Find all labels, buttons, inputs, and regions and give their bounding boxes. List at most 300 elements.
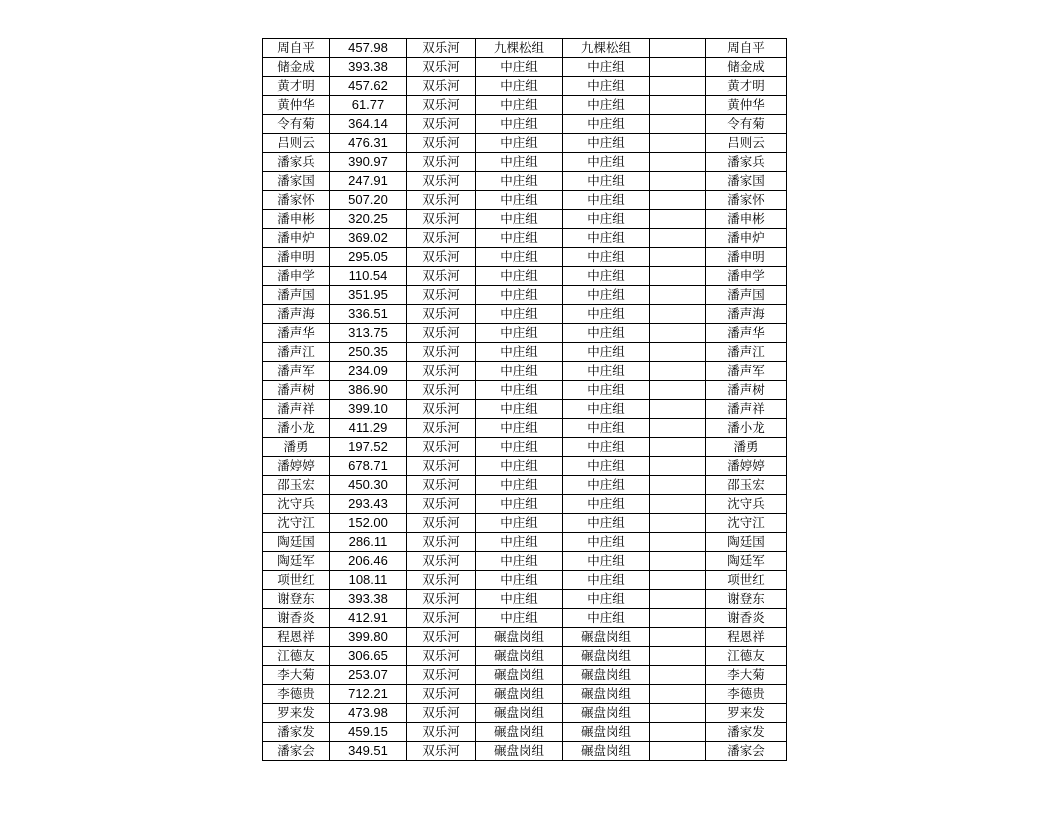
group-cell: 中庄组 <box>476 476 563 495</box>
blank-cell <box>650 191 706 210</box>
table-row <box>263 590 787 609</box>
area-cell: 412.91 <box>330 609 407 628</box>
village-cell: 双乐河 <box>407 647 476 666</box>
blank-cell <box>650 571 706 590</box>
table-row <box>263 742 787 761</box>
group-cell: 碾盘岗组 <box>476 723 563 742</box>
owner-cell: 程恩祥 <box>706 628 787 647</box>
group-cell: 中庄组 <box>476 552 563 571</box>
blank-cell <box>650 248 706 267</box>
table-row <box>263 704 787 723</box>
name-cell: 潘声祥 <box>263 400 330 419</box>
table-row <box>263 134 787 153</box>
name-cell: 潘勇 <box>263 438 330 457</box>
blank-cell <box>650 134 706 153</box>
name-cell: 潘婷婷 <box>263 457 330 476</box>
group-cell: 中庄组 <box>476 248 563 267</box>
group-cell: 中庄组 <box>476 115 563 134</box>
name-cell: 潘家怀 <box>263 191 330 210</box>
group2-cell: 中庄组 <box>563 305 650 324</box>
area-cell: 457.62 <box>330 77 407 96</box>
blank-cell <box>650 96 706 115</box>
group2-cell: 中庄组 <box>563 134 650 153</box>
blank-cell <box>650 400 706 419</box>
blank-cell <box>650 77 706 96</box>
owner-cell: 吕则云 <box>706 134 787 153</box>
owner-cell: 项世红 <box>706 571 787 590</box>
area-cell: 386.90 <box>330 381 407 400</box>
group2-cell: 中庄组 <box>563 476 650 495</box>
group-cell: 中庄组 <box>476 438 563 457</box>
group-cell: 碾盘岗组 <box>476 628 563 647</box>
area-cell: 393.38 <box>330 58 407 77</box>
table-row <box>263 286 787 305</box>
owner-cell: 谢香炎 <box>706 609 787 628</box>
name-cell: 潘申明 <box>263 248 330 267</box>
group-cell: 中庄组 <box>476 400 563 419</box>
blank-cell <box>650 685 706 704</box>
group2-cell: 碾盘岗组 <box>563 628 650 647</box>
name-cell: 潘家发 <box>263 723 330 742</box>
area-cell: 313.75 <box>330 324 407 343</box>
group2-cell: 中庄组 <box>563 77 650 96</box>
group2-cell: 中庄组 <box>563 58 650 77</box>
name-cell: 潘声海 <box>263 305 330 324</box>
blank-cell <box>650 666 706 685</box>
group2-cell: 中庄组 <box>563 115 650 134</box>
group-cell: 中庄组 <box>476 419 563 438</box>
group2-cell: 中庄组 <box>563 362 650 381</box>
group-cell: 中庄组 <box>476 172 563 191</box>
table-row <box>263 191 787 210</box>
group2-cell: 中庄组 <box>563 438 650 457</box>
name-cell: 潘申学 <box>263 267 330 286</box>
blank-cell <box>650 514 706 533</box>
blank-cell <box>650 153 706 172</box>
group2-cell: 中庄组 <box>563 533 650 552</box>
owner-cell: 邵玉宏 <box>706 476 787 495</box>
table-row <box>263 77 787 96</box>
owner-cell: 潘家怀 <box>706 191 787 210</box>
owner-cell: 潘声江 <box>706 343 787 362</box>
name-cell: 江德友 <box>263 647 330 666</box>
group-cell: 中庄组 <box>476 267 563 286</box>
area-cell: 507.20 <box>330 191 407 210</box>
owner-cell: 潘声树 <box>706 381 787 400</box>
area-cell: 678.71 <box>330 457 407 476</box>
owner-cell: 令有菊 <box>706 115 787 134</box>
owner-cell: 沈守江 <box>706 514 787 533</box>
group2-cell: 中庄组 <box>563 400 650 419</box>
group-cell: 碾盘岗组 <box>476 647 563 666</box>
group2-cell: 中庄组 <box>563 343 650 362</box>
village-cell: 双乐河 <box>407 571 476 590</box>
table-row <box>263 96 787 115</box>
name-cell: 潘家兵 <box>263 153 330 172</box>
table-row <box>263 153 787 172</box>
name-cell: 潘声江 <box>263 343 330 362</box>
group2-cell: 中庄组 <box>563 153 650 172</box>
blank-cell <box>650 704 706 723</box>
owner-cell: 李德贵 <box>706 685 787 704</box>
village-cell: 双乐河 <box>407 210 476 229</box>
name-cell: 程恩祥 <box>263 628 330 647</box>
table-row <box>263 58 787 77</box>
group2-cell: 中庄组 <box>563 210 650 229</box>
owner-cell: 陶廷军 <box>706 552 787 571</box>
name-cell: 潘小龙 <box>263 419 330 438</box>
village-cell: 双乐河 <box>407 248 476 267</box>
area-cell: 253.07 <box>330 666 407 685</box>
group-cell: 碾盘岗组 <box>476 704 563 723</box>
area-cell: 476.31 <box>330 134 407 153</box>
village-cell: 双乐河 <box>407 742 476 761</box>
table-row <box>263 476 787 495</box>
village-cell: 双乐河 <box>407 590 476 609</box>
group-cell: 中庄组 <box>476 191 563 210</box>
village-cell: 双乐河 <box>407 305 476 324</box>
village-cell: 双乐河 <box>407 704 476 723</box>
village-cell: 双乐河 <box>407 609 476 628</box>
blank-cell <box>650 476 706 495</box>
name-cell: 潘声树 <box>263 381 330 400</box>
owner-cell: 潘家兵 <box>706 153 787 172</box>
group-cell: 中庄组 <box>476 229 563 248</box>
name-cell: 陶廷军 <box>263 552 330 571</box>
group2-cell: 中庄组 <box>563 381 650 400</box>
blank-cell <box>650 438 706 457</box>
group2-cell: 中庄组 <box>563 286 650 305</box>
group-cell: 中庄组 <box>476 533 563 552</box>
village-cell: 双乐河 <box>407 362 476 381</box>
table-row <box>263 324 787 343</box>
group-cell: 九棵松组 <box>476 39 563 58</box>
area-cell: 351.95 <box>330 286 407 305</box>
table-row <box>263 381 787 400</box>
village-cell: 双乐河 <box>407 172 476 191</box>
owner-cell: 黄仲华 <box>706 96 787 115</box>
area-cell: 61.77 <box>330 96 407 115</box>
group-cell: 中庄组 <box>476 324 563 343</box>
group-cell: 碾盘岗组 <box>476 685 563 704</box>
area-cell: 108.11 <box>330 571 407 590</box>
group-cell: 中庄组 <box>476 590 563 609</box>
owner-cell: 潘声军 <box>706 362 787 381</box>
owner-cell: 潘小龙 <box>706 419 787 438</box>
village-cell: 双乐河 <box>407 723 476 742</box>
name-cell: 沈守兵 <box>263 495 330 514</box>
name-cell: 吕则云 <box>263 134 330 153</box>
village-cell: 双乐河 <box>407 286 476 305</box>
name-cell: 令有菊 <box>263 115 330 134</box>
group2-cell: 中庄组 <box>563 457 650 476</box>
group2-cell: 中庄组 <box>563 514 650 533</box>
table-row <box>263 723 787 742</box>
group-cell: 中庄组 <box>476 77 563 96</box>
group-cell: 中庄组 <box>476 134 563 153</box>
group-cell: 中庄组 <box>476 381 563 400</box>
table-body <box>263 39 787 761</box>
area-cell: 336.51 <box>330 305 407 324</box>
area-cell: 364.14 <box>330 115 407 134</box>
table-row <box>263 571 787 590</box>
owner-cell: 储金成 <box>706 58 787 77</box>
group-cell: 中庄组 <box>476 457 563 476</box>
village-cell: 双乐河 <box>407 476 476 495</box>
blank-cell <box>650 305 706 324</box>
name-cell: 黄才明 <box>263 77 330 96</box>
village-cell: 双乐河 <box>407 134 476 153</box>
group-cell: 碾盘岗组 <box>476 666 563 685</box>
blank-cell <box>650 495 706 514</box>
table-row <box>263 400 787 419</box>
owner-cell: 沈守兵 <box>706 495 787 514</box>
group2-cell: 中庄组 <box>563 495 650 514</box>
group-cell: 中庄组 <box>476 514 563 533</box>
table-row <box>263 609 787 628</box>
group2-cell: 碾盘岗组 <box>563 742 650 761</box>
area-cell: 393.38 <box>330 590 407 609</box>
name-cell: 潘申炉 <box>263 229 330 248</box>
area-cell: 712.21 <box>330 685 407 704</box>
village-cell: 双乐河 <box>407 552 476 571</box>
village-cell: 双乐河 <box>407 58 476 77</box>
village-cell: 双乐河 <box>407 115 476 134</box>
group2-cell: 碾盘岗组 <box>563 647 650 666</box>
group-cell: 中庄组 <box>476 362 563 381</box>
village-cell: 双乐河 <box>407 267 476 286</box>
group-cell: 中庄组 <box>476 153 563 172</box>
village-cell: 双乐河 <box>407 77 476 96</box>
area-cell: 459.15 <box>330 723 407 742</box>
village-cell: 双乐河 <box>407 419 476 438</box>
village-cell: 双乐河 <box>407 229 476 248</box>
group2-cell: 碾盘岗组 <box>563 666 650 685</box>
owner-cell: 周自平 <box>706 39 787 58</box>
table-row <box>263 438 787 457</box>
group2-cell: 九棵松组 <box>563 39 650 58</box>
area-cell: 450.30 <box>330 476 407 495</box>
table-row <box>263 533 787 552</box>
table-row <box>263 267 787 286</box>
owner-cell: 谢登东 <box>706 590 787 609</box>
village-cell: 双乐河 <box>407 533 476 552</box>
area-cell: 399.10 <box>330 400 407 419</box>
village-cell: 双乐河 <box>407 324 476 343</box>
owner-cell: 江德友 <box>706 647 787 666</box>
blank-cell <box>650 647 706 666</box>
group-cell: 中庄组 <box>476 343 563 362</box>
area-cell: 473.98 <box>330 704 407 723</box>
owner-cell: 潘家国 <box>706 172 787 191</box>
owner-cell: 罗来发 <box>706 704 787 723</box>
area-cell: 286.11 <box>330 533 407 552</box>
name-cell: 李大菊 <box>263 666 330 685</box>
group2-cell: 中庄组 <box>563 324 650 343</box>
group2-cell: 碾盘岗组 <box>563 685 650 704</box>
owner-cell: 潘勇 <box>706 438 787 457</box>
village-cell: 双乐河 <box>407 457 476 476</box>
area-cell: 369.02 <box>330 229 407 248</box>
table-row <box>263 647 787 666</box>
name-cell: 潘声国 <box>263 286 330 305</box>
village-cell: 双乐河 <box>407 438 476 457</box>
group2-cell: 碾盘岗组 <box>563 704 650 723</box>
blank-cell <box>650 590 706 609</box>
table-row <box>263 419 787 438</box>
name-cell: 黄仲华 <box>263 96 330 115</box>
area-cell: 390.97 <box>330 153 407 172</box>
village-cell: 双乐河 <box>407 191 476 210</box>
table-row <box>263 362 787 381</box>
owner-cell: 潘申明 <box>706 248 787 267</box>
area-cell: 110.54 <box>330 267 407 286</box>
blank-cell <box>650 115 706 134</box>
name-cell: 潘申彬 <box>263 210 330 229</box>
name-cell: 陶廷国 <box>263 533 330 552</box>
area-cell: 152.00 <box>330 514 407 533</box>
area-cell: 295.05 <box>330 248 407 267</box>
group2-cell: 中庄组 <box>563 96 650 115</box>
table-row <box>263 552 787 571</box>
village-cell: 双乐河 <box>407 495 476 514</box>
village-cell: 双乐河 <box>407 400 476 419</box>
group-cell: 碾盘岗组 <box>476 742 563 761</box>
table-row <box>263 248 787 267</box>
blank-cell <box>650 172 706 191</box>
blank-cell <box>650 628 706 647</box>
village-cell: 双乐河 <box>407 96 476 115</box>
table-row <box>263 628 787 647</box>
name-cell: 周自平 <box>263 39 330 58</box>
table-row <box>263 666 787 685</box>
blank-cell <box>650 742 706 761</box>
blank-cell <box>650 419 706 438</box>
owner-cell: 潘申炉 <box>706 229 787 248</box>
blank-cell <box>650 267 706 286</box>
name-cell: 项世红 <box>263 571 330 590</box>
table-row <box>263 229 787 248</box>
blank-cell <box>650 210 706 229</box>
name-cell: 储金成 <box>263 58 330 77</box>
area-cell: 349.51 <box>330 742 407 761</box>
owner-cell: 潘声国 <box>706 286 787 305</box>
owner-cell: 潘婷婷 <box>706 457 787 476</box>
village-cell: 双乐河 <box>407 153 476 172</box>
table-row <box>263 210 787 229</box>
area-cell: 293.43 <box>330 495 407 514</box>
area-cell: 411.29 <box>330 419 407 438</box>
area-cell: 457.98 <box>330 39 407 58</box>
group2-cell: 中庄组 <box>563 571 650 590</box>
blank-cell <box>650 39 706 58</box>
table-row <box>263 514 787 533</box>
owner-cell: 潘声华 <box>706 324 787 343</box>
name-cell: 李德贵 <box>263 685 330 704</box>
group2-cell: 中庄组 <box>563 419 650 438</box>
group2-cell: 中庄组 <box>563 172 650 191</box>
group2-cell: 碾盘岗组 <box>563 723 650 742</box>
blank-cell <box>650 533 706 552</box>
village-cell: 双乐河 <box>407 628 476 647</box>
group-cell: 中庄组 <box>476 495 563 514</box>
area-cell: 197.52 <box>330 438 407 457</box>
village-cell: 双乐河 <box>407 666 476 685</box>
name-cell: 潘声军 <box>263 362 330 381</box>
owner-cell: 潘家会 <box>706 742 787 761</box>
group-cell: 中庄组 <box>476 96 563 115</box>
table-row <box>263 495 787 514</box>
area-cell: 399.80 <box>330 628 407 647</box>
group2-cell: 中庄组 <box>563 590 650 609</box>
area-cell: 306.65 <box>330 647 407 666</box>
owner-cell: 陶廷国 <box>706 533 787 552</box>
group-cell: 中庄组 <box>476 305 563 324</box>
area-cell: 206.46 <box>330 552 407 571</box>
blank-cell <box>650 457 706 476</box>
table-row <box>263 39 787 58</box>
group2-cell: 中庄组 <box>563 267 650 286</box>
owner-cell: 潘申彬 <box>706 210 787 229</box>
owner-cell: 潘家发 <box>706 723 787 742</box>
name-cell: 沈守江 <box>263 514 330 533</box>
table-row <box>263 305 787 324</box>
village-cell: 双乐河 <box>407 39 476 58</box>
group2-cell: 中庄组 <box>563 248 650 267</box>
owner-cell: 潘申学 <box>706 267 787 286</box>
village-cell: 双乐河 <box>407 343 476 362</box>
group2-cell: 中庄组 <box>563 229 650 248</box>
blank-cell <box>650 229 706 248</box>
owner-cell: 潘声海 <box>706 305 787 324</box>
group-cell: 中庄组 <box>476 571 563 590</box>
blank-cell <box>650 58 706 77</box>
group-cell: 中庄组 <box>476 210 563 229</box>
group2-cell: 中庄组 <box>563 609 650 628</box>
name-cell: 谢香炎 <box>263 609 330 628</box>
blank-cell <box>650 609 706 628</box>
table-row <box>263 172 787 191</box>
area-cell: 234.09 <box>330 362 407 381</box>
owner-cell: 李大菊 <box>706 666 787 685</box>
blank-cell <box>650 343 706 362</box>
blank-cell <box>650 552 706 571</box>
name-cell: 潘家国 <box>263 172 330 191</box>
name-cell: 罗来发 <box>263 704 330 723</box>
data-table <box>262 38 787 761</box>
blank-cell <box>650 286 706 305</box>
group-cell: 中庄组 <box>476 58 563 77</box>
table-row <box>263 115 787 134</box>
group2-cell: 中庄组 <box>563 191 650 210</box>
blank-cell <box>650 362 706 381</box>
area-cell: 320.25 <box>330 210 407 229</box>
name-cell: 潘家会 <box>263 742 330 761</box>
blank-cell <box>650 723 706 742</box>
table-row <box>263 343 787 362</box>
blank-cell <box>650 381 706 400</box>
area-cell: 247.91 <box>330 172 407 191</box>
village-cell: 双乐河 <box>407 514 476 533</box>
group2-cell: 中庄组 <box>563 552 650 571</box>
name-cell: 谢登东 <box>263 590 330 609</box>
group-cell: 中庄组 <box>476 609 563 628</box>
owner-cell: 潘声祥 <box>706 400 787 419</box>
table-row <box>263 457 787 476</box>
blank-cell <box>650 324 706 343</box>
group-cell: 中庄组 <box>476 286 563 305</box>
owner-cell: 黄才明 <box>706 77 787 96</box>
